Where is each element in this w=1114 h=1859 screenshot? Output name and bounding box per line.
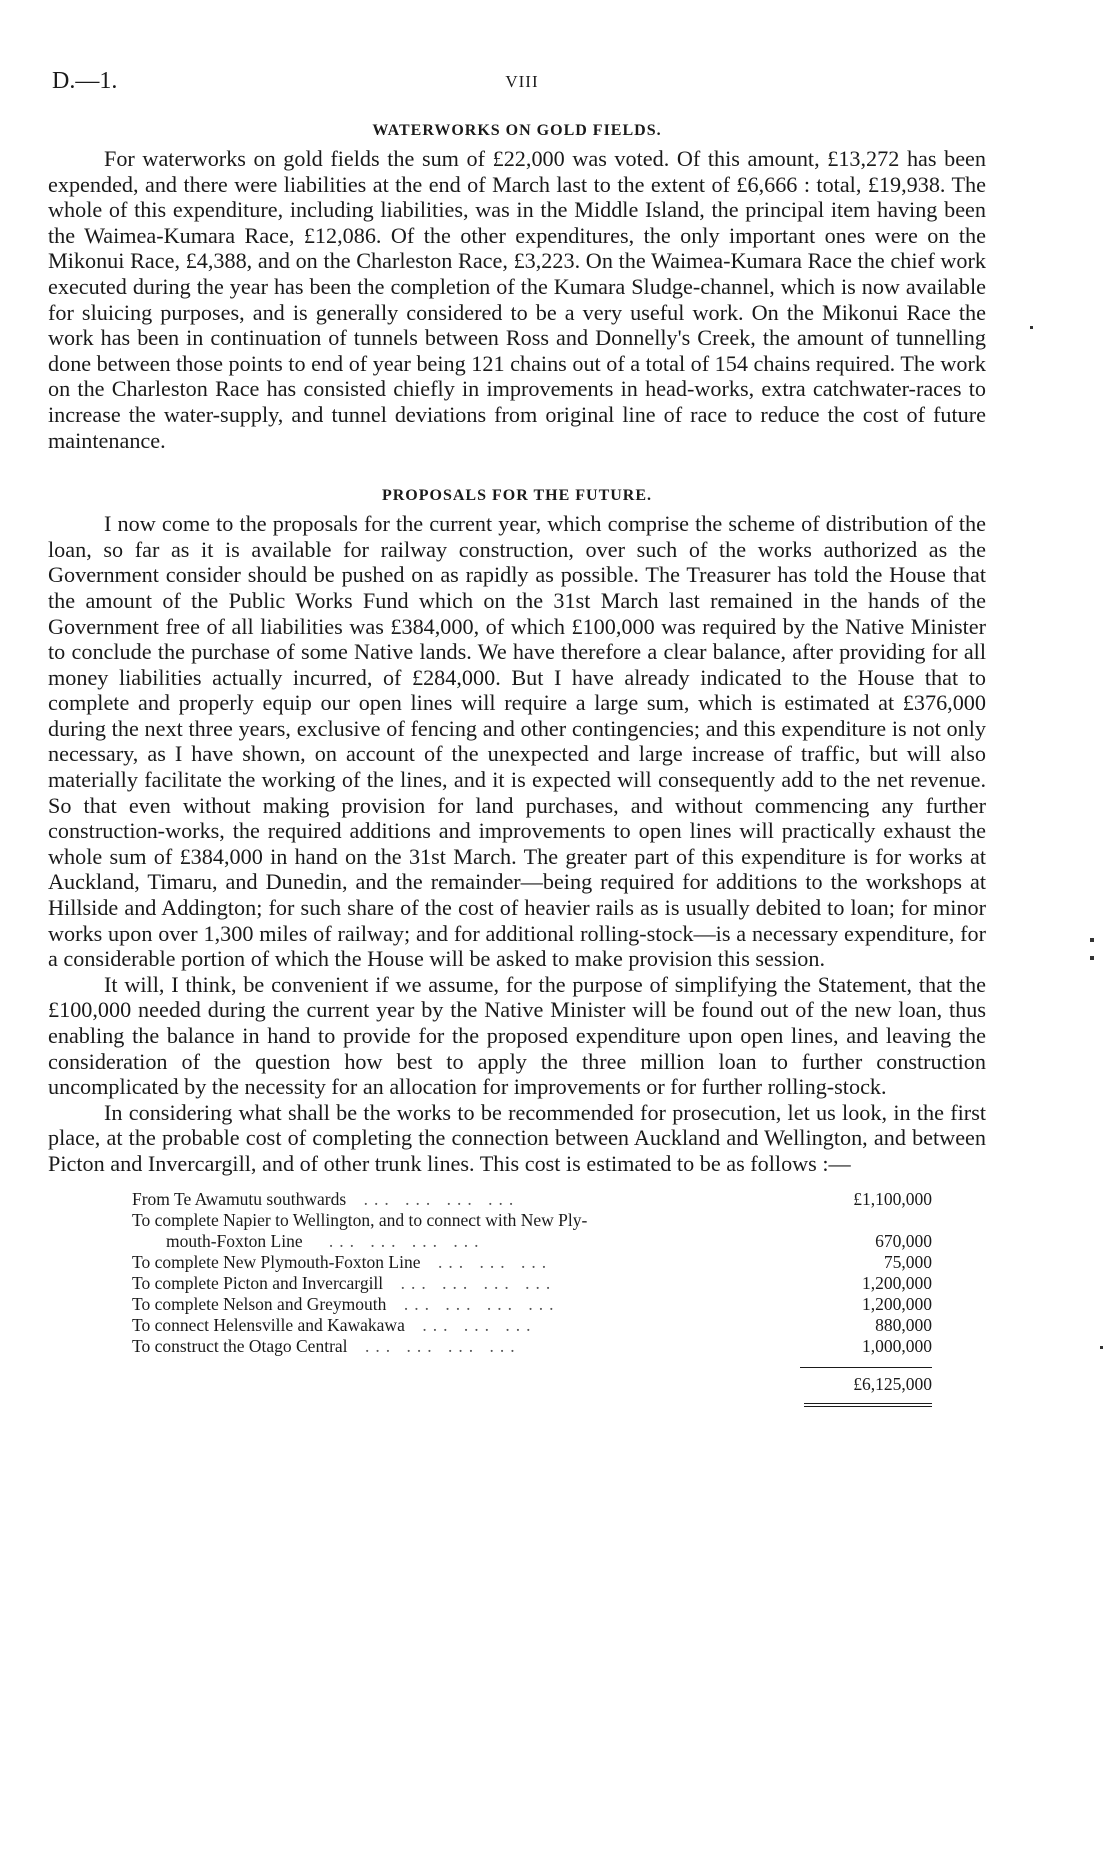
table-row-continued (132, 1231, 932, 1252)
row-amount: 1,000,000 (862, 1335, 932, 1356)
cost-estimate-table (132, 1189, 932, 1400)
paragraph-proposals-2: It will, I think, be convenient if we assume, for the purpose of simplifying the Statement, that the £100,000 needed during the current year by the Native Minister will be found out of the new loan, thus enabling the balance in hand to provide for the proposed expenditure upon open lines, and leaving the consideration of the question how best to apply the three million loan to further construction uncomplicated by the necessity for an allocation for improvements or for further rolling-stock. (48, 971, 986, 1100)
double-underline-rule (804, 1403, 932, 1404)
paragraph-proposals-3: In considering what shall be the works to be recommended for prosecution, let us look, in the first place, at the probable cost of completing the connection between Auckland and Wellington, and between Picton and Invercargill, and of other trunk lines. This cost is estimated to be as follows :— (48, 1099, 986, 1176)
table-row (132, 1252, 932, 1273)
section-heading-waterworks: WATERWORKS ON GOLD FIELDS. (372, 122, 662, 139)
paragraph-proposals-1: I now come to the proposals for the current year, which comprise the scheme of distribution of the loan, so far as it is available for railway construction, over such of the works authorized as the Government consider should be pushed on as rapidly as possible. The Treasurer has told the House that the amount of the Public Works Fund which on the 31st March last remained in the hands of the Government free of all liabilities was £384,000, of which £100,000 was required by the Native Minister to conclude the purchase of some Native lands. We have therefore a clear balance, after providing for all money liabilities actually incurred, of £284,000. But I have already indicated to the House that to complete and properly equip our open lines will require a large sum, which is estimated at £376,000 during the next three years, exclusive of fencing and other contingencies; and this expenditure is not only necessary, as I have shown, on account of the unexpected and large increase of traffic, but will also materially facilitate the working of the lines, and it is expected will consequently add to the net revenue. So that even without making provision for land purchases, and without commencing any further construction-works, the required additions and improvements to open lines will practically exhaust the whole sum of £384,000 in hand on the 31st March. The greater part of this expenditure is for works at Auckland, Timaru, and Dunedin, and the remainder—being required for additions to the workshops at Hillside and Addington; for such share of the cost of heavier rails as is usually debited to loan; for minor works upon over 1,300 miles of railway; and for additional rolling-stock—is a necessary expenditure, for a considerable portion of which the House will be asked to make provision this session. (48, 511, 986, 972)
margin-mark (1100, 1346, 1103, 1349)
table-row (132, 1294, 932, 1315)
table-total (800, 1367, 932, 1400)
table-row (132, 1273, 932, 1294)
table-total-row (132, 1367, 932, 1400)
page-number: VIII (505, 72, 539, 91)
row-amount: £1,100,000 (853, 1188, 932, 1209)
row-label: From Te Awamutu southwards ... ... ... ... (132, 1188, 520, 1209)
document-reference: D.—1. (52, 68, 118, 94)
total-amount: £6,125,000 (853, 1373, 932, 1394)
double-underline-rule (804, 1406, 932, 1407)
table-row (132, 1189, 932, 1210)
row-amount: 670,000 (875, 1230, 932, 1251)
paragraph-waterworks: For waterworks on gold fields the sum of £22,000 was voted. Of this amount, £13,272 has been expended, and there were liabilities at the end of March last to the extent of £6,666 : total, £19,938. The whole of this expenditure, including liabilities, was in the Middle Island, the principal item having been the Waimea-Kumara Race, £12,086. Of the other expenditures, the only important ones were on the Mikonui Race, £4,388, and on the Charleston Race, £3,223. On the Waimea-Kumara Race the chief work executed during the year has been the completion of the Kumara Sludge-channel, which is now available for sluicing purposes, and is generally considered to be a very useful work. On the Mikonui Race the work has been in continuation of tunnels between Ross and Donnelly's Creek, the amount of tunnelling done between those points to end of year being 121 chains out of a total of 154 chains required. The work on the Charleston Race has consisted chiefly in improvements in head-works, extra catchwater-races to increase the water-supply, and tunnel deviations from original line of race to reduce the cost of future maintenance. (48, 146, 986, 453)
section-heading-proposals: PROPOSALS FOR THE FUTURE. (381, 487, 653, 505)
table-row (132, 1336, 932, 1357)
row-amount: 1,200,000 (862, 1293, 932, 1314)
margin-mark (1090, 938, 1094, 942)
page-body (48, 118, 986, 1400)
margin-mark (1030, 326, 1033, 329)
row-label: To complete New Plymouth-Foxton Line ... ... ... (132, 1251, 553, 1272)
page-header (52, 68, 992, 96)
table-row (132, 1210, 932, 1231)
row-amount: 1,200,000 (862, 1272, 932, 1293)
row-amount: 880,000 (875, 1314, 932, 1335)
row-label: To complete Napier to Wellington, and to connect with New Ply- (132, 1209, 588, 1230)
table-row (132, 1315, 932, 1336)
row-amount: 75,000 (883, 1251, 932, 1272)
row-label: To complete Picton and Invercargill ... ... ... ... (132, 1272, 557, 1293)
row-label: To construct the Otago Central ... ... ... ... (132, 1335, 521, 1356)
row-label: To connect Helensville and Kawakawa ... ... ... (132, 1314, 537, 1335)
row-label-continued: mouth-Foxton Line ... ... ... ... (166, 1230, 485, 1251)
row-label: To complete Nelson and Greymouth ... ... ... ... (132, 1293, 560, 1314)
margin-mark (1090, 956, 1094, 960)
